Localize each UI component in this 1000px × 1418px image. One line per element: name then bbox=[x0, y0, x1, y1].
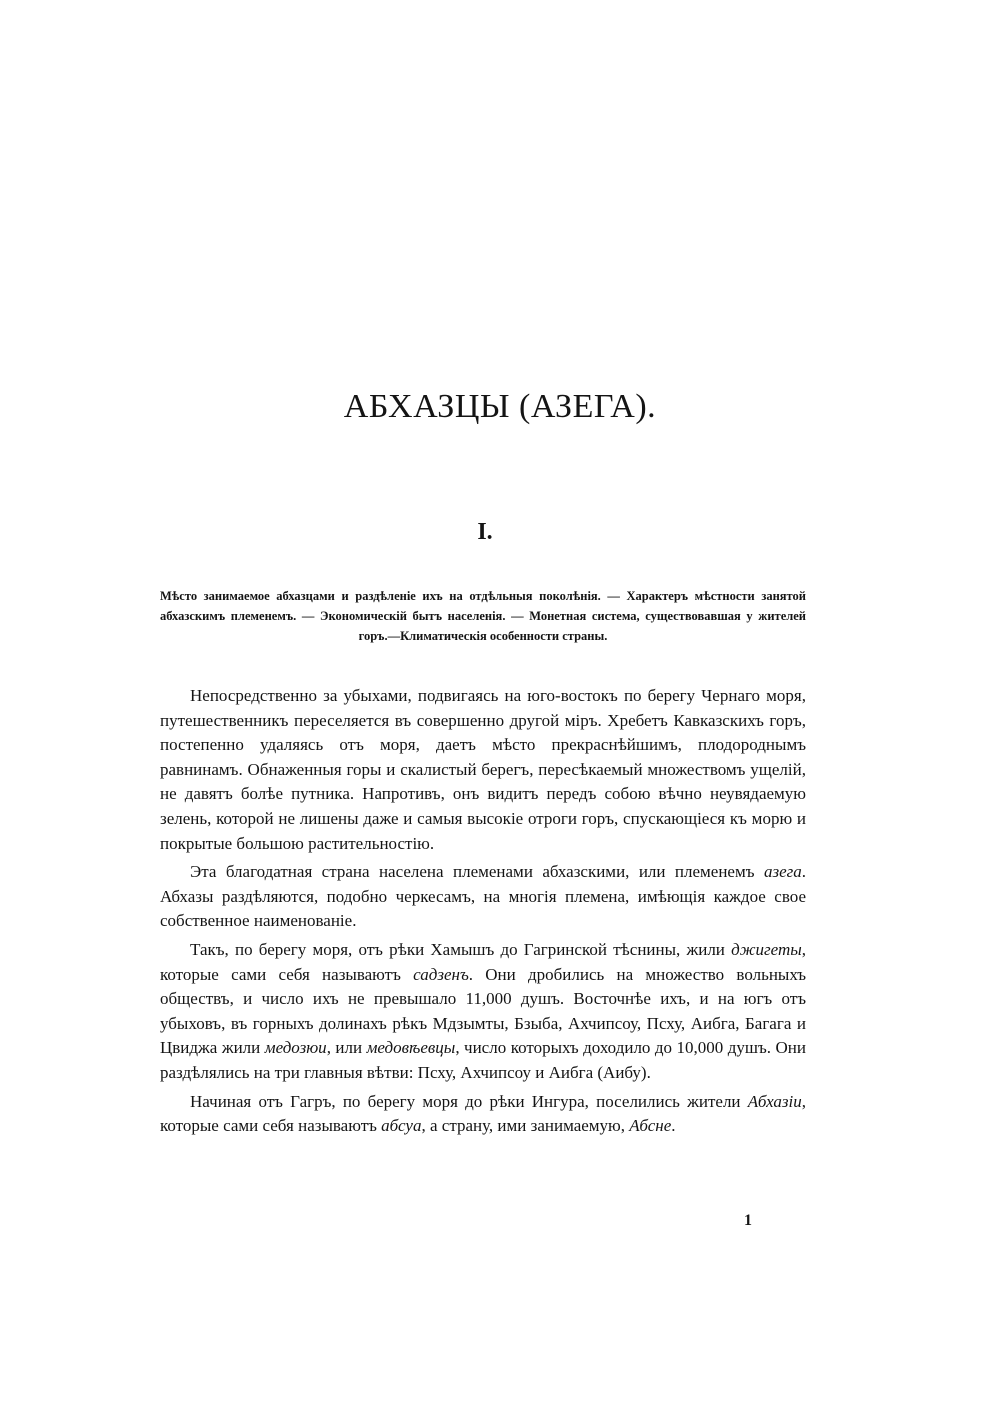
paragraph-3-italic-sadzen: садзенъ bbox=[413, 964, 469, 984]
paragraph-4 bbox=[160, 1090, 806, 1139]
paragraph-3 bbox=[160, 938, 806, 1086]
paragraph-4-italic-absua: абсуа bbox=[381, 1116, 422, 1136]
paragraph-3-part-g: , или bbox=[326, 1038, 367, 1058]
paragraph-2-part-c: . Абхазы раздѣляются, подобно черкесамъ, на многія племена, имѣющія каждое свое собственное наименованіе. bbox=[160, 862, 806, 931]
paragraph-2-part-a: Эта благодатная страна населена племенами абхазскими, или племенемъ bbox=[190, 862, 764, 882]
body-text bbox=[160, 684, 806, 1143]
paragraph-4-italic-abkhazia: Абхазіи bbox=[747, 1091, 802, 1111]
paragraph-4-part-g: . bbox=[671, 1116, 676, 1136]
paragraph-2 bbox=[160, 860, 806, 934]
chapter-number: I. bbox=[477, 519, 493, 545]
paragraph-1: Непосредственно за убыхами, подвигаясь на юго-востокъ по берегу Чернаго моря, путешественникъ переселяется въ совершенно другой міръ. Хребетъ Кавказскихъ горъ, постепенно удаляясь отъ моря, даетъ мѣсто прекраснѣйшимъ, плодороднымъ равнинамъ. Обнаженныя горы и скалистый берегъ, пересѣкаемый множествомъ ущелій, не давятъ болѣе путника. Напротивъ, онъ видитъ передъ собою вѣчно неувядаемую зелень, которой не лишены даже и самыя высокіе отроги горъ, спускающіеся къ морю и покрытые большою растительностію. bbox=[160, 686, 806, 853]
page-number: 1 bbox=[744, 1212, 752, 1229]
paragraph-3-part-c: , которые сами себя называютъ bbox=[160, 939, 806, 984]
paragraph-4-part-a: Начиная отъ Гагръ, по берегу моря до рѣки Ингура, поселились жители bbox=[190, 1091, 748, 1111]
paragraph-4-italic-absne: Абсне bbox=[629, 1116, 672, 1136]
paragraph-3-italic-medoveevtsy: медовѣевцы bbox=[366, 1038, 456, 1058]
paragraph-3-part-i: , число которыхъ доходило до 10,000 душъ. Они раздѣлялись на три главныя вѣтви: Псху, Ахчипсоу и Аибга (Аибу). bbox=[160, 1038, 806, 1082]
paragraph-3-part-a: Такъ, по берегу моря, отъ рѣки Хамышъ до Гагринской тѣснины, жили bbox=[190, 939, 732, 959]
paragraph-3-part-e: . Они дробились на множество вольныхъ обществъ, и число ихъ не превышало 11,000 душъ. Восточнѣе ихъ, и на югъ отъ убыховъ, въ горныхъ долинахъ рѣкъ Мдзымты, Бзыба, Ахчипсоу, Псху, Аибга, Багага и Цвиджа жили bbox=[160, 964, 806, 1058]
chapter-summary: Мѣсто занимаемое абхазцами и раздѣленіе ихъ на отдѣльныя поколѣнія. — Характеръ мѣстности занятой абхазскимъ племенемъ. — Экономическій бытъ населенія. — Монетная система, существовавшая у жителей горъ.—Климатическія особенности страны. bbox=[160, 589, 806, 643]
paragraph-4-part-e: , а страну, ими занимаемую, bbox=[421, 1116, 630, 1136]
paragraph-4-part-c: , которые сами себя называютъ bbox=[160, 1091, 806, 1136]
page-title: АБХАЗЦЫ (АЗЕГА). bbox=[343, 388, 657, 425]
paragraph-3-italic-dzhigety: джигеты bbox=[731, 939, 802, 959]
paragraph-3-italic-medozyui: медозюи bbox=[264, 1038, 327, 1058]
paragraph-2-italic-azega: азега bbox=[763, 862, 802, 882]
